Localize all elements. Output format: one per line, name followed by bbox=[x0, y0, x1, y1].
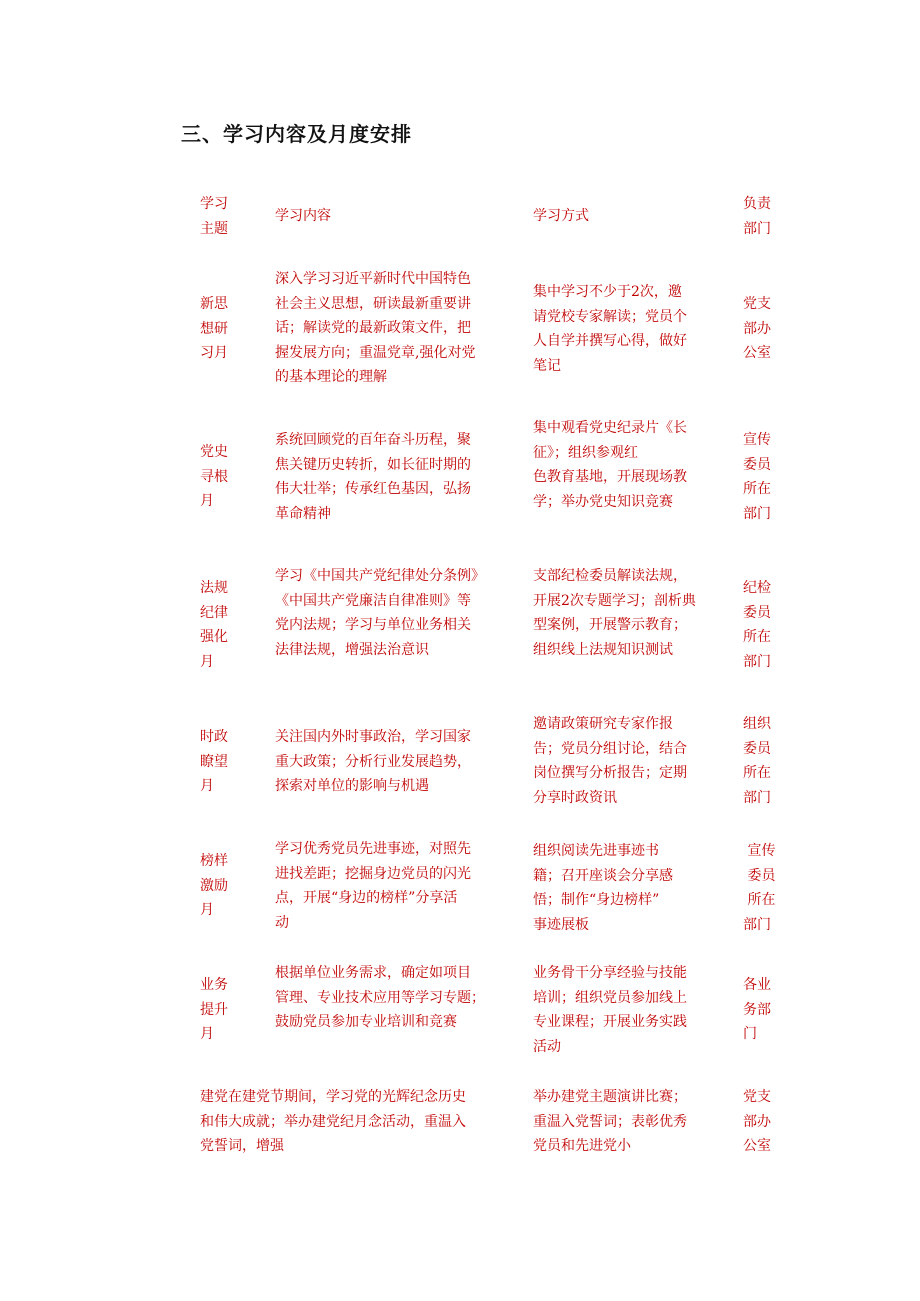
row-3-theme: 法规 纪律 强化 月 bbox=[200, 580, 228, 670]
row-2-content: 系统回顾党的百年奋斗历程，聚 焦关键历史转折，如长征时期的 伟大壮举；传承红色基因，弘扬 革命精神 bbox=[275, 432, 471, 522]
row-5-theme: 榜样 激励 月 bbox=[200, 853, 228, 918]
row-6-method: 业务骨干分享经验与技能 培训；组织党员参加线上 专业课程；开展业务实践 活动 bbox=[533, 965, 687, 1055]
row-2-theme: 党史 寻根 月 bbox=[200, 444, 228, 509]
row-1-method: 集中学习不少于2次，邀 请党校专家解读；党员个 人自学并撰写心得，做好 笔记 bbox=[533, 284, 687, 374]
header-method: 学习方式 bbox=[533, 208, 589, 224]
row-5-content: 学习优秀党员先进事迹，对照先 进找差距；挖掘身边党员的闪光 点，开展“身边的榜样”分享活 动 bbox=[275, 841, 471, 931]
row-3-method: 支部纪检委员解读法规， 开展2次专题学习；剖析典 型案例，开展警示教育； 组织线上法规知识测试 bbox=[533, 568, 696, 658]
row-6-dept: 各业 务部 门 bbox=[743, 977, 771, 1042]
header-dept: 负责 部门 bbox=[743, 196, 771, 237]
row-2-dept: 宣传 委员 所在 部门 bbox=[743, 432, 771, 522]
row-6-theme: 业务 提升 月 bbox=[200, 977, 228, 1042]
row-3-content: 学习《中国共产党纪律处分条例》 《中国共产党廉洁自律准则》等 党内法规；学习与单位业务相关 法律法规，增强法治意识 bbox=[275, 568, 485, 658]
row-7-method: 举办建党主题演讲比赛； 重温入党誓词；表彰优秀 党员和先进党小 bbox=[533, 1089, 687, 1154]
row-4-method: 邀请政策研究专家作报 告；党员分组讨论，结合 岗位撰写分析报告；定期 分享时政资讯 bbox=[533, 716, 687, 806]
row-2-method: 集中观看党史纪录片《长 征》；组织参观红 色教育基地，开展现场教 学；举办党史知识竞赛 bbox=[533, 420, 687, 510]
row-4-theme: 时政 瞭望 月 bbox=[200, 729, 228, 794]
row-3-dept: 纪检 委员 所在 部门 bbox=[743, 580, 771, 670]
row-1-dept: 党支 部办 公室 bbox=[743, 296, 771, 361]
row-5-dept: 宣传 委员 所在 部门 bbox=[743, 843, 776, 933]
row-7-theme-content: 建党在建党节期间，学习党的光辉纪念历史 和伟大成就；举办建党纪月念活动，重温入 党誓词，增强 bbox=[200, 1089, 466, 1154]
row-5-method: 组织阅读先进事迹书 籍；召开座谈会分享感 悟；制作“身边榜样” 事迹展板 bbox=[533, 843, 673, 933]
header-theme: 学习 主题 bbox=[200, 196, 228, 237]
row-7-dept: 党支 部办 公室 bbox=[743, 1089, 771, 1154]
row-4-content: 关注国内外时事政治，学习国家 重大政策；分析行业发展趋势， 探索对单位的影响与机遇 bbox=[275, 729, 471, 794]
row-4-dept: 组织 委员 所在 部门 bbox=[743, 716, 771, 806]
header-content: 学习内容 bbox=[275, 208, 331, 224]
section-title: 三、学习内容及月度安排 bbox=[181, 122, 412, 146]
row-1-theme: 新思 想研 习月 bbox=[200, 296, 228, 361]
row-1-content: 深入学习习近平新时代中国特色 社会主义思想，研读最新重要讲 话；解读党的最新政策文件，把 握发展方向；重温党章,强化对党 的基本理论的理解 bbox=[275, 271, 476, 385]
row-6-content: 根据单位业务需求，确定如项目 管理、专业技术应用等学习专题； 鼓励党员参加专业培训和竞赛 bbox=[275, 965, 485, 1030]
